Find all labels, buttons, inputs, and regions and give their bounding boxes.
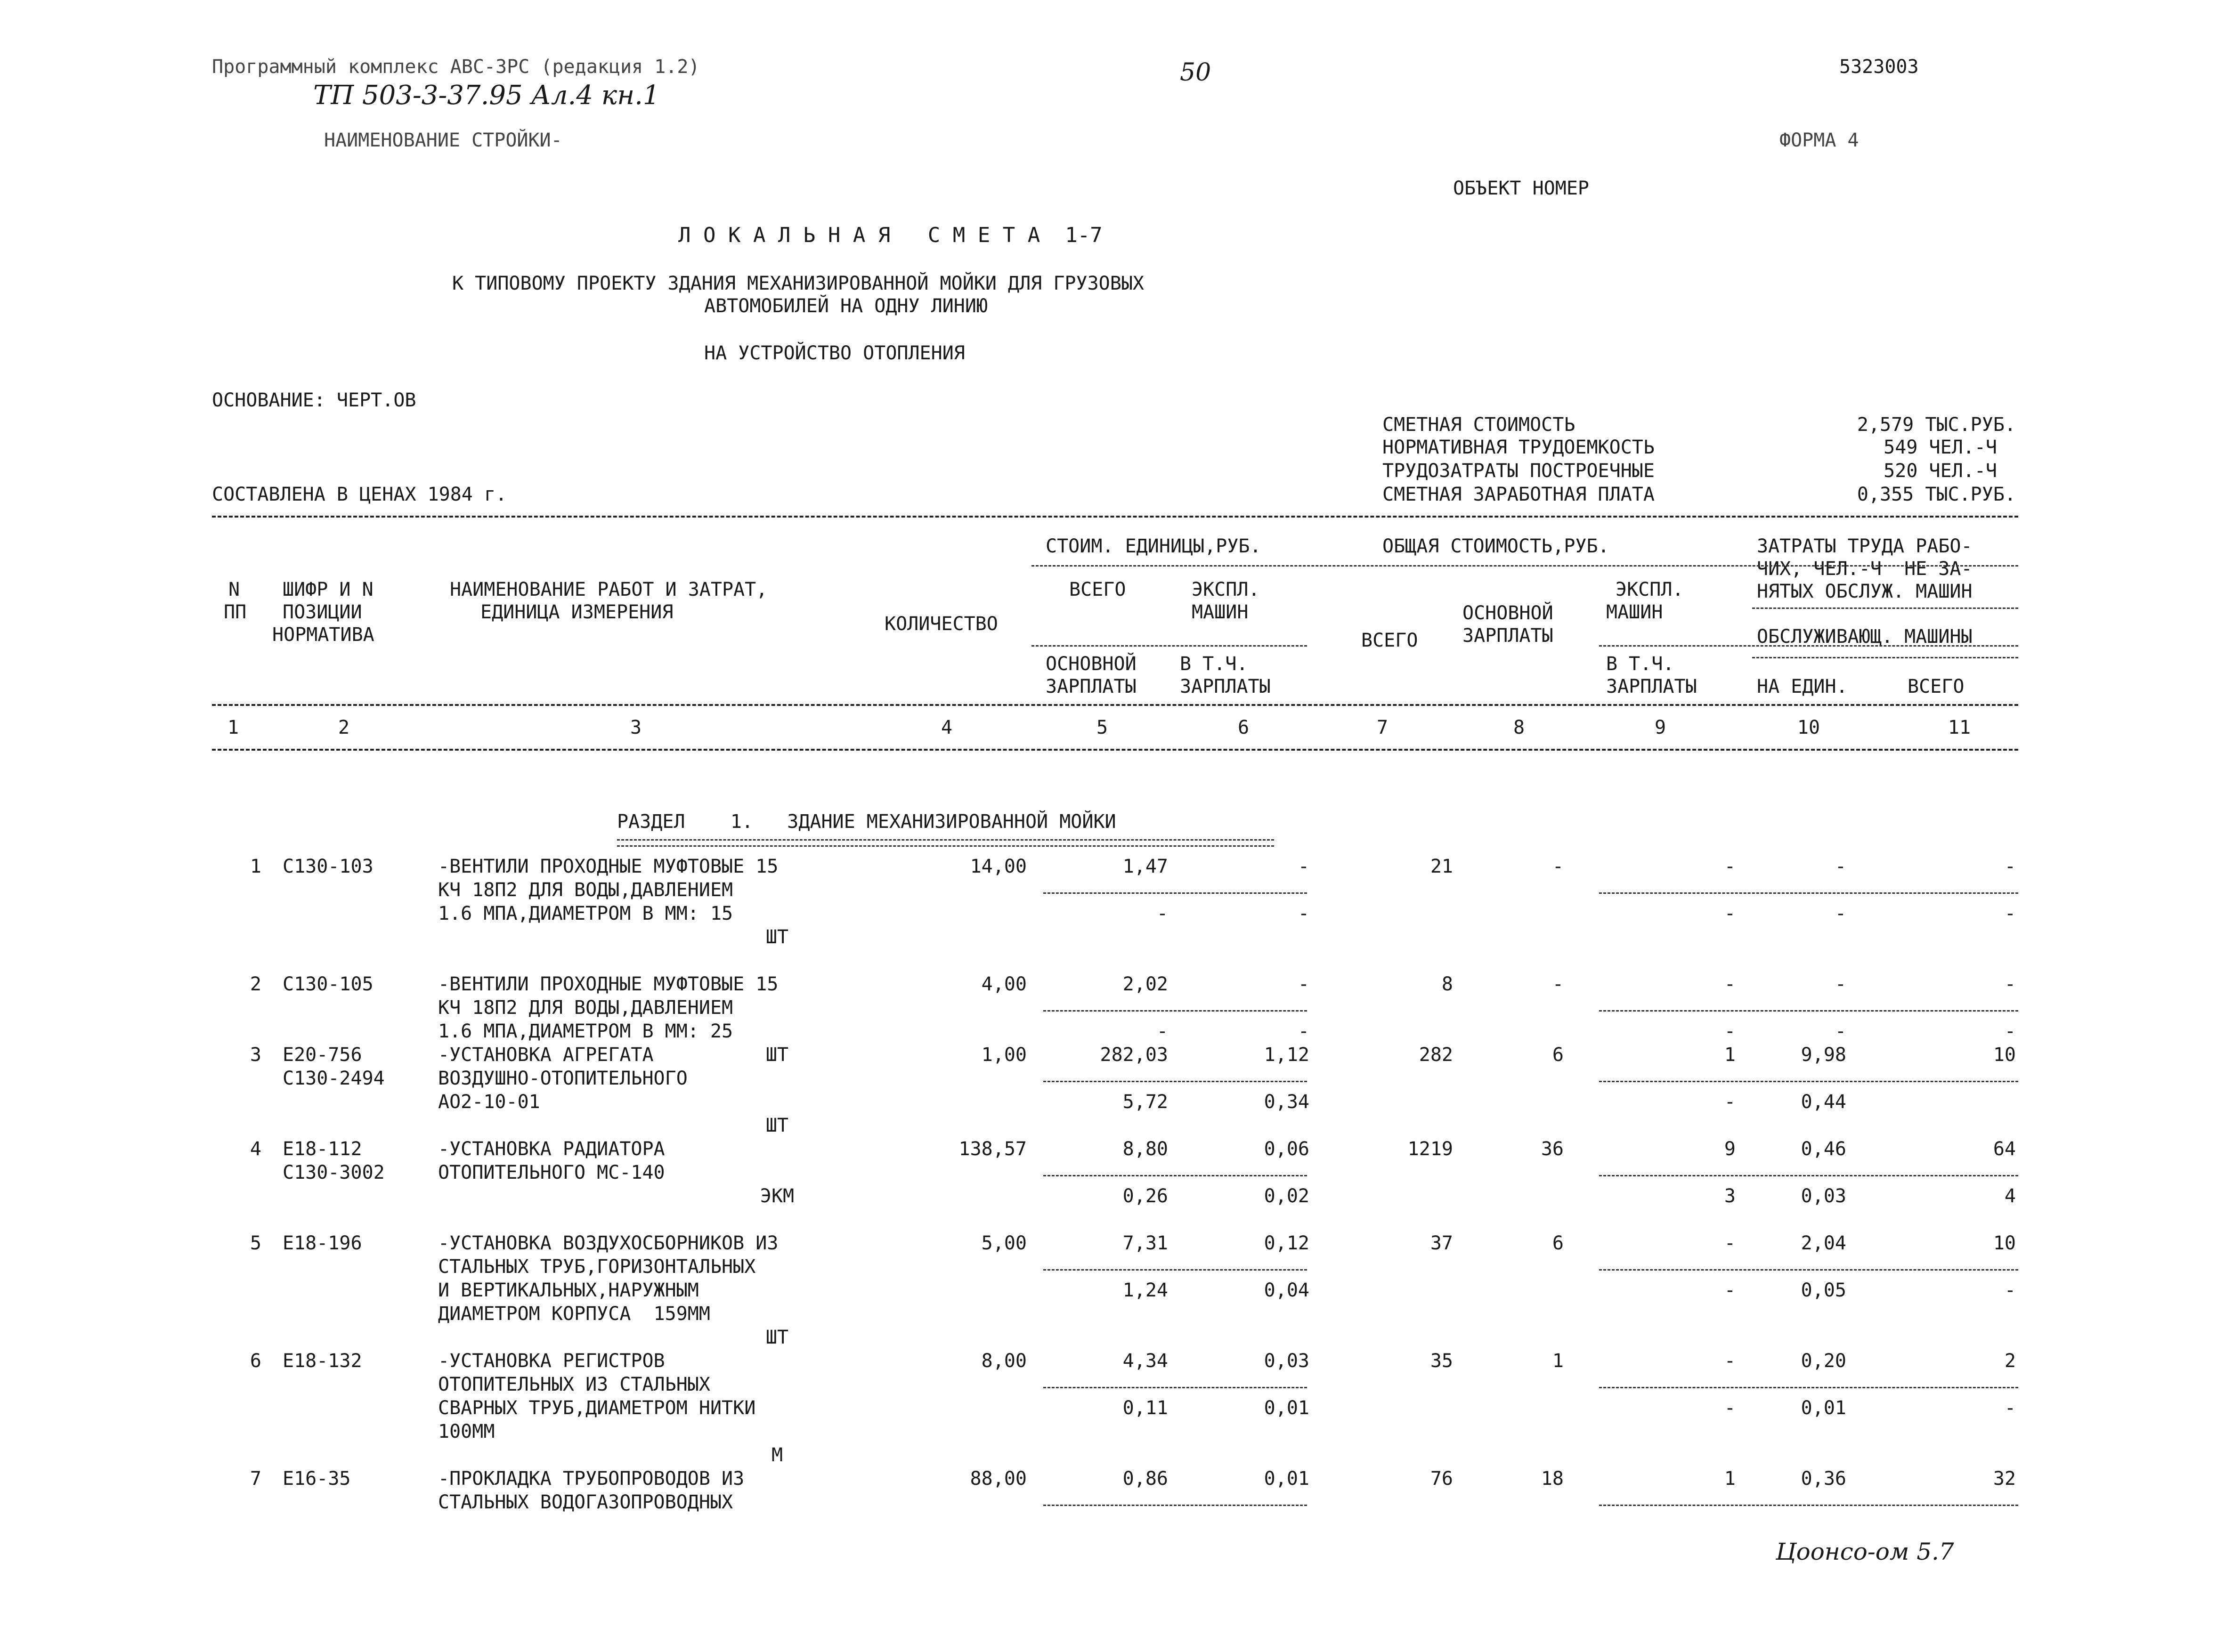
row-labor-total: 64 bbox=[1993, 1138, 2016, 1160]
col-labor-header: ЧИХ, ЧЕЛ.-Ч НЕ ЗА- bbox=[1757, 558, 1973, 580]
row-subrule bbox=[1599, 1010, 2018, 1012]
row-unit-total: 4,34 bbox=[1122, 1350, 1168, 1372]
row-labor-machine-per-unit: - bbox=[1835, 1020, 1846, 1042]
row-unit-machines: - bbox=[1298, 856, 1309, 877]
row-total-machines: 1 bbox=[1724, 1044, 1736, 1066]
row-code: Е16-35 bbox=[283, 1468, 351, 1490]
row-work-name: -УСТАНОВКА РАДИАТОРА bbox=[438, 1138, 665, 1160]
col-unit-mach-header: МАШИН bbox=[1192, 601, 1249, 623]
row-unit-machines: 0,06 bbox=[1264, 1138, 1309, 1160]
row-total-incl-pay: - bbox=[1724, 1091, 1736, 1113]
col-total-cost-header: ОБЩАЯ СТОИМОСТЬ,РУБ. bbox=[1382, 535, 1609, 557]
row-labor-machine-total: - bbox=[2004, 1397, 2016, 1419]
header-bottom-rule bbox=[212, 704, 2018, 706]
row-subrule bbox=[1043, 1081, 1307, 1082]
col-total-mach-header: ЭКСПЛ. bbox=[1616, 579, 1684, 600]
summary-label: ТРУДОЗАТРАТЫ ПОСТРОЕЧНЫЕ bbox=[1382, 460, 1655, 482]
column-number: 10 bbox=[1797, 717, 1820, 738]
row-work-name: АО2-10-01 bbox=[438, 1091, 540, 1113]
row-code: С130-2494 bbox=[283, 1068, 385, 1089]
object-number-label: ОБЪЕКТ НОМЕР bbox=[1453, 178, 1589, 199]
row-labor-total: - bbox=[2004, 856, 2016, 877]
col-total-incl-header: В Т.Ч. bbox=[1606, 653, 1674, 675]
col-name-header: ЕДИНИЦА ИЗМЕРЕНИЯ bbox=[480, 601, 674, 623]
row-subrule bbox=[1043, 892, 1307, 894]
summary-value: 2,579 ТЫС.РУБ. bbox=[1857, 414, 2016, 436]
row-unit-total: 1,47 bbox=[1122, 856, 1168, 877]
header-inner-rule bbox=[1031, 645, 1307, 647]
row-unit-machines: 0,03 bbox=[1264, 1350, 1309, 1372]
row-total-base-pay: - bbox=[1552, 856, 1564, 877]
row-work-name: ВОЗДУШНО-ОТОПИТЕЛЬНОГО bbox=[438, 1068, 688, 1089]
row-subrule bbox=[1599, 1175, 2018, 1176]
row-unit-base-pay: 1,24 bbox=[1122, 1279, 1168, 1301]
row-labor-per-unit: 2,04 bbox=[1801, 1232, 1846, 1254]
row-unit: ШТ bbox=[765, 1327, 789, 1348]
row-number: 4 bbox=[250, 1138, 261, 1160]
row-labor-machine-total: - bbox=[2004, 903, 2016, 924]
row-unit: ЭКМ bbox=[760, 1185, 795, 1207]
row-subrule bbox=[1599, 1387, 2018, 1388]
row-unit: ШТ bbox=[765, 1115, 789, 1136]
col-total-base-header: ОСНОВНОЙ bbox=[1462, 602, 1553, 624]
row-total-base-pay: 18 bbox=[1541, 1468, 1564, 1490]
summary-value: 0,355 ТЫС.РУБ. bbox=[1857, 484, 2016, 505]
summary-label: СМЕТНАЯ СТОИМОСТЬ bbox=[1382, 414, 1575, 436]
row-work-name: 1.6 МПА,ДИАМЕТРОМ В ММ: 15 bbox=[438, 903, 733, 924]
row-labor-machine-per-unit: 0,05 bbox=[1801, 1279, 1846, 1301]
col-labor-header: НЯТЫХ ОБСЛУЖ. МАШИН bbox=[1757, 581, 1973, 602]
row-total-machines: - bbox=[1724, 856, 1736, 877]
row-labor-machine-total: - bbox=[2004, 1279, 2016, 1301]
column-number: 9 bbox=[1654, 717, 1666, 738]
row-labor-machine-per-unit: 0,03 bbox=[1801, 1185, 1846, 1207]
row-labor-total: 2 bbox=[2004, 1350, 2016, 1372]
column-number: 3 bbox=[630, 717, 642, 738]
row-labor-per-unit: - bbox=[1835, 856, 1846, 877]
estimate-subtitle-line3: НА УСТРОЙСТВО ОТОПЛЕНИЯ bbox=[704, 342, 965, 364]
row-unit-total: 0,86 bbox=[1122, 1468, 1168, 1490]
row-code: Е18-132 bbox=[283, 1350, 362, 1372]
row-unit: М bbox=[771, 1444, 783, 1466]
row-quantity: 138,57 bbox=[958, 1138, 1027, 1160]
column-number: 8 bbox=[1513, 717, 1525, 738]
col-code-header: ШИФР И N bbox=[283, 579, 374, 600]
row-subrule bbox=[1599, 1505, 2018, 1506]
row-unit-machines: 0,12 bbox=[1264, 1232, 1309, 1254]
form-label: ФОРМА 4 bbox=[1779, 130, 1859, 151]
row-work-name: 100ММ bbox=[438, 1421, 495, 1442]
row-total-cost: 76 bbox=[1430, 1468, 1453, 1490]
prices-label: СОСТАВЛЕНА В ЦЕНАХ 1984 г. bbox=[212, 484, 507, 505]
row-work-name: И ВЕРТИКАЛЬНЫХ,НАРУЖНЫМ bbox=[438, 1279, 699, 1301]
row-total-base-pay: 6 bbox=[1552, 1232, 1564, 1254]
row-work-name: -ПРОКЛАДКА ТРУБОПРОВОДОВ ИЗ bbox=[438, 1468, 745, 1490]
row-unit-base-pay: - bbox=[1156, 1020, 1168, 1042]
summary-value: 520 ЧЕЛ.-Ч bbox=[1884, 460, 1997, 482]
row-total-machines: 1 bbox=[1724, 1468, 1736, 1490]
col-unit-base-header: ЗАРПЛАТЫ bbox=[1046, 676, 1137, 697]
row-work-name: СВАРНЫХ ТРУБ,ДИАМЕТРОМ НИТКИ bbox=[438, 1397, 756, 1419]
column-number: 1 bbox=[227, 717, 239, 738]
row-labor-per-unit: 0,36 bbox=[1801, 1468, 1846, 1490]
row-unit-base-pay: 0,26 bbox=[1122, 1185, 1168, 1207]
column-number: 5 bbox=[1096, 717, 1108, 738]
row-unit-incl-pay: 0,34 bbox=[1264, 1091, 1309, 1113]
col-unit-incl-header: ЗАРПЛАТЫ bbox=[1180, 676, 1271, 697]
row-unit-incl-pay: 0,01 bbox=[1264, 1397, 1309, 1419]
row-work-name: -УСТАНОВКА АГРЕГАТА bbox=[438, 1044, 654, 1066]
row-number: 1 bbox=[250, 856, 261, 877]
basis-label: ОСНОВАНИЕ: ЧЕРТ.ОВ bbox=[212, 389, 416, 411]
row-labor-machine-per-unit: 0,01 bbox=[1801, 1397, 1846, 1419]
row-work-name: ОТОПИТЕЛЬНОГО МС-140 bbox=[438, 1162, 665, 1183]
column-number: 6 bbox=[1237, 717, 1250, 738]
row-subrule bbox=[1599, 892, 2018, 894]
col-unit-mach-header: ЭКСПЛ. bbox=[1192, 579, 1260, 600]
row-quantity: 8,00 bbox=[981, 1350, 1027, 1372]
row-subrule bbox=[1043, 1010, 1307, 1012]
row-total-cost: 8 bbox=[1441, 973, 1453, 995]
col-code-header: НОРМАТИВА bbox=[272, 624, 374, 646]
row-labor-machine-total: 4 bbox=[2004, 1185, 2016, 1207]
handwritten-note: Цоонсо-ом 5.7 bbox=[1776, 1538, 1954, 1565]
row-total-cost: 37 bbox=[1430, 1232, 1453, 1254]
col-labor-unit-header: НА ЕДИН. bbox=[1757, 676, 1848, 697]
col-total-all-header: ВСЕГО bbox=[1361, 630, 1418, 651]
row-total-base-pay: 1 bbox=[1552, 1350, 1564, 1372]
col-name-header: НАИМЕНОВАНИЕ РАБОТ И ЗАТРАТ, bbox=[450, 579, 768, 600]
row-quantity: 4,00 bbox=[981, 973, 1027, 995]
row-total-incl-pay: - bbox=[1724, 1279, 1736, 1301]
row-total-incl-pay: - bbox=[1724, 1397, 1736, 1419]
row-subrule bbox=[1599, 1081, 2018, 1082]
row-number: 5 bbox=[250, 1232, 261, 1254]
col-unit-base-header: ОСНОВНОЙ bbox=[1046, 653, 1137, 675]
col-unit-cost-header: СТОИМ. ЕДИНИЦЫ,РУБ. bbox=[1046, 535, 1261, 557]
row-subrule bbox=[1599, 1269, 2018, 1271]
section-underline bbox=[617, 839, 1274, 847]
row-number: 3 bbox=[250, 1044, 261, 1066]
row-unit-incl-pay: 0,04 bbox=[1264, 1279, 1309, 1301]
row-number: 2 bbox=[250, 973, 261, 995]
section-title: РАЗДЕЛ 1. ЗДАНИЕ МЕХАНИЗИРОВАННОЙ МОЙКИ bbox=[617, 811, 1116, 833]
column-number: 7 bbox=[1376, 717, 1389, 738]
row-labor-total: 32 bbox=[1993, 1468, 2016, 1490]
row-work-name: ОТОПИТЕЛЬНЫХ ИЗ СТАЛЬНЫХ bbox=[438, 1374, 710, 1395]
row-work-name: -ВЕНТИЛИ ПРОХОДНЫЕ МУФТОВЫЕ 15 bbox=[438, 973, 779, 995]
row-code: Е20-756 bbox=[283, 1044, 362, 1066]
row-total-incl-pay: 3 bbox=[1724, 1185, 1736, 1207]
row-code: С130-105 bbox=[283, 973, 374, 995]
row-work-name: КЧ 18П2 ДЛЯ ВОДЫ,ДАВЛЕНИЕМ bbox=[438, 879, 733, 901]
row-labor-per-unit: 0,20 bbox=[1801, 1350, 1846, 1372]
row-quantity: 5,00 bbox=[981, 1232, 1027, 1254]
row-unit-machines: - bbox=[1298, 973, 1309, 995]
row-labor-per-unit: - bbox=[1835, 973, 1846, 995]
row-total-incl-pay: - bbox=[1724, 903, 1736, 924]
row-labor-machine-per-unit: 0,44 bbox=[1801, 1091, 1846, 1113]
row-unit-machines: 0,01 bbox=[1264, 1468, 1309, 1490]
estimate-subtitle-line1: К ТИПОВОМУ ПРОЕКТУ ЗДАНИЯ МЕХАНИЗИРОВАННОЙ МОЙКИ ДЛЯ ГРУЗОВЫХ bbox=[452, 273, 1145, 294]
col-code-header: ПОЗИЦИИ bbox=[283, 601, 362, 623]
col-total-incl-header: ЗАРПЛАТЫ bbox=[1606, 676, 1697, 697]
table-top-rule bbox=[212, 516, 2018, 518]
row-work-name: 1.6 МПА,ДИАМЕТРОМ В ММ: 25 bbox=[438, 1020, 733, 1042]
row-total-cost: 35 bbox=[1430, 1350, 1453, 1372]
row-unit: ШТ bbox=[765, 926, 789, 948]
row-labor-total: - bbox=[2004, 973, 2016, 995]
row-code: Е18-112 bbox=[283, 1138, 362, 1160]
row-code: С130-103 bbox=[283, 856, 374, 877]
row-total-base-pay: 36 bbox=[1541, 1138, 1564, 1160]
row-work-name: ДИАМЕТРОМ КОРПУСА 159ММ bbox=[438, 1303, 710, 1325]
column-number: 11 bbox=[1948, 717, 1971, 738]
row-unit-incl-pay: - bbox=[1298, 1020, 1309, 1042]
row-total-machines: - bbox=[1724, 1232, 1736, 1254]
header-inner-rule bbox=[1752, 657, 2018, 658]
col-unit-total-header: ВСЕГО bbox=[1069, 579, 1126, 600]
row-quantity: 1,00 bbox=[981, 1044, 1027, 1066]
col-labor-total-header: ВСЕГО bbox=[1908, 676, 1965, 697]
row-unit-total: 8,80 bbox=[1122, 1138, 1168, 1160]
col-qty-header: КОЛИЧЕСТВО bbox=[885, 613, 998, 635]
row-work-name: -ВЕНТИЛИ ПРОХОДНЫЕ МУФТОВЫЕ 15 bbox=[438, 856, 779, 877]
row-labor-machine-total: - bbox=[2004, 1020, 2016, 1042]
col-labor-sub-header: ОБСЛУЖИВАЮЩ. МАШИНЫ bbox=[1757, 626, 1973, 648]
row-work-name: СТАЛЬНЫХ ВОДОГАЗОПРОВОДНЫХ bbox=[438, 1491, 733, 1513]
handwritten-reference: ТП 503-3-37.95 Ал.4 кн.1 bbox=[313, 80, 660, 111]
header-inner-rule bbox=[1599, 645, 2018, 647]
row-unit-base-pay: 5,72 bbox=[1122, 1091, 1168, 1113]
row-total-machines: - bbox=[1724, 973, 1736, 995]
summary-label: НОРМАТИВНАЯ ТРУДОЕМКОСТЬ bbox=[1382, 437, 1655, 458]
row-labor-machine-per-unit: - bbox=[1835, 903, 1846, 924]
row-total-machines: - bbox=[1724, 1350, 1736, 1372]
row-total-incl-pay: - bbox=[1724, 1020, 1736, 1042]
construction-name-label: НАИМЕНОВАНИЕ СТРОЙКИ- bbox=[324, 130, 562, 151]
row-subrule bbox=[1043, 1269, 1307, 1271]
col-total-mach-header: МАШИН bbox=[1606, 601, 1663, 623]
table-header-end-rule bbox=[212, 749, 2018, 751]
col-n-header: N bbox=[228, 579, 240, 600]
row-total-base-pay: 6 bbox=[1552, 1044, 1564, 1066]
row-work-name: -УСТАНОВКА РЕГИСТРОВ bbox=[438, 1350, 665, 1372]
row-subrule bbox=[1043, 1387, 1307, 1388]
row-code: Е18-196 bbox=[283, 1232, 362, 1254]
summary-label: СМЕТНАЯ ЗАРАБОТНАЯ ПЛАТА bbox=[1382, 484, 1655, 505]
row-unit-machines: 1,12 bbox=[1264, 1044, 1309, 1066]
row-number: 7 bbox=[250, 1468, 261, 1490]
row-labor-per-unit: 9,98 bbox=[1801, 1044, 1846, 1066]
row-subrule bbox=[1043, 1505, 1307, 1506]
row-labor-total: 10 bbox=[1993, 1232, 2016, 1254]
column-number: 4 bbox=[941, 717, 953, 738]
row-work-name: КЧ 18П2 ДЛЯ ВОДЫ,ДАВЛЕНИЕМ bbox=[438, 997, 733, 1019]
col-total-base-header: ЗАРПЛАТЫ bbox=[1462, 625, 1553, 647]
row-labor-per-unit: 0,46 bbox=[1801, 1138, 1846, 1160]
row-unit-total: 7,31 bbox=[1122, 1232, 1168, 1254]
estimate-subtitle-line2: АВТОМОБИЛЕЙ НА ОДНУ ЛИНИЮ bbox=[704, 295, 988, 317]
row-unit-total: 282,03 bbox=[1100, 1044, 1168, 1066]
row-total-cost: 21 bbox=[1430, 856, 1453, 877]
row-unit-incl-pay: 0,02 bbox=[1264, 1185, 1309, 1207]
row-total-base-pay: - bbox=[1552, 973, 1564, 995]
row-labor-total: 10 bbox=[1993, 1044, 2016, 1066]
summary-value: 549 ЧЕЛ.-Ч bbox=[1884, 437, 1997, 458]
col-labor-header: ЗАТРАТЫ ТРУДА РАБО- bbox=[1757, 535, 1973, 557]
row-subrule bbox=[1043, 1175, 1307, 1176]
column-number: 2 bbox=[338, 717, 350, 738]
row-total-machines: 9 bbox=[1724, 1138, 1736, 1160]
row-work-name: -УСТАНОВКА ВОЗДУХОСБОРНИКОВ ИЗ bbox=[438, 1232, 779, 1254]
estimate-title: Л О К А Л Ь Н А Я С М Е Т А 1-7 bbox=[678, 223, 1103, 247]
row-quantity: 88,00 bbox=[970, 1468, 1027, 1490]
row-unit: ШТ bbox=[765, 1044, 789, 1066]
col-unit-incl-header: В Т.Ч. bbox=[1180, 653, 1248, 675]
row-code: С130-3002 bbox=[283, 1162, 385, 1183]
row-total-cost: 1219 bbox=[1407, 1138, 1453, 1160]
row-unit-incl-pay: - bbox=[1298, 903, 1309, 924]
header-inner-rule bbox=[1031, 565, 2018, 567]
document-code: 5323003 bbox=[1839, 56, 1919, 78]
row-unit-base-pay: - bbox=[1156, 903, 1168, 924]
header-inner-rule bbox=[1752, 607, 2018, 609]
col-n-header: ПП bbox=[224, 601, 247, 623]
program-name: Программный комплекс АВС-3РС (редакция 1.2) bbox=[212, 56, 700, 78]
row-unit-total: 2,02 bbox=[1122, 973, 1168, 995]
page-number: 50 bbox=[1180, 58, 1211, 87]
row-total-cost: 282 bbox=[1419, 1044, 1453, 1066]
row-work-name: СТАЛЬНЫХ ТРУБ,ГОРИЗОНТАЛЬНЫХ bbox=[438, 1256, 756, 1278]
row-number: 6 bbox=[250, 1350, 261, 1372]
row-unit-base-pay: 0,11 bbox=[1122, 1397, 1168, 1419]
row-quantity: 14,00 bbox=[970, 856, 1027, 877]
